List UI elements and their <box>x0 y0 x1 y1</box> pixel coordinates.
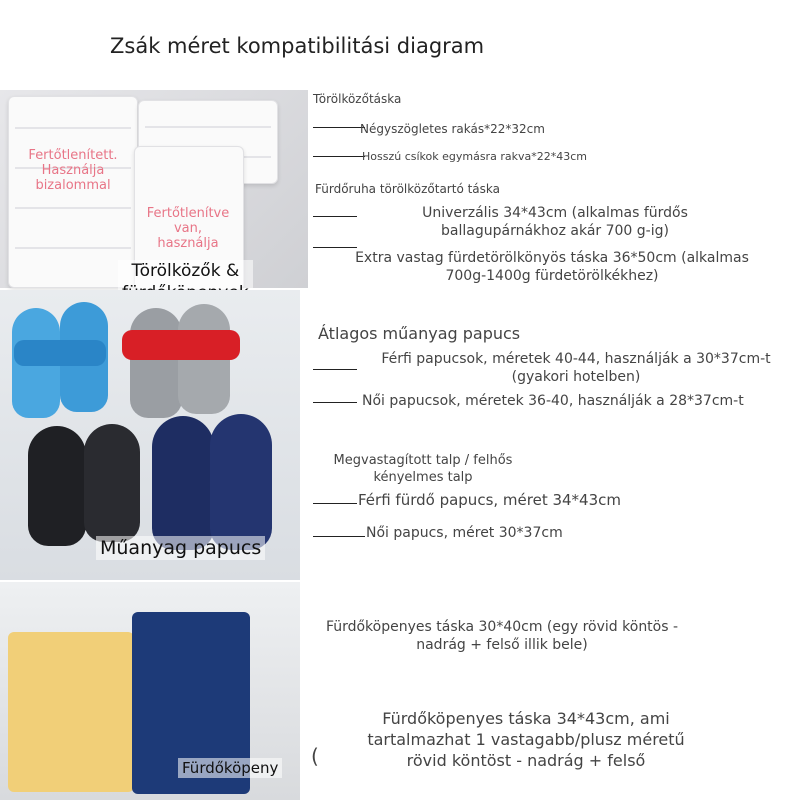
plastic-slippers-item-2: Női papucsok, méretek 36-40, használják a 28*37cm-t <box>362 393 744 409</box>
blue-slipper-strap <box>14 340 106 366</box>
towel-bag-item-1: Négyszögletes rakás*22*32cm <box>360 122 545 136</box>
robe-bag-item-1: Fürdőköpenyes táska 30*40cm (egy rövid köntös - nadrág + felső illik bele) <box>325 619 679 653</box>
towels-caption: Törölközők & <box>118 260 253 304</box>
navy-slipper-left <box>152 416 214 550</box>
plastic-slippers-heading: Átlagos műanyag papucs <box>318 324 521 343</box>
black-slipper-left <box>28 426 86 546</box>
black-slipper-right <box>84 424 140 542</box>
red-label-band <box>122 330 240 360</box>
bath-towel-bag-heading: Fürdőruha törölközőtartó táska <box>315 182 500 196</box>
disinfected-label-right: Fertőtlenítve van, használja <box>146 206 230 251</box>
robe-bag-item-2: Fürdőköpenyes táska 34*43cm, ami tartalmazhat 1 vastagabb/plusz méretű rövid köntöst - nadrág + felső <box>367 709 685 770</box>
pointer-line <box>313 503 357 504</box>
page-title: Zsák méret kompatibilitási diagram <box>110 34 485 58</box>
plastic-slippers-item-1: Férfi papucsok, méretek 40-44, használják a 30*37cm-t (gyakori hotelben) <box>381 351 771 385</box>
towel-bag-item-2: Hosszú csíkok egymásra rakva*22*43cm <box>362 150 587 163</box>
pointer-line <box>313 156 365 157</box>
grey-slipper-left <box>130 308 182 418</box>
yellow-robe <box>8 632 134 792</box>
thick-slippers-heading: Megvastagított talp / felhős kényelmes talp <box>333 453 513 485</box>
bath-towel-bag-item-2: Extra vastag fürdetörölkönyös táska 36*50cm (alkalmas 700g-1400g fürdetörölkékhez) <box>355 250 749 284</box>
towels-photo <box>0 90 308 288</box>
pointer-line <box>313 247 357 248</box>
pointer-line <box>313 402 357 403</box>
bath-towel-bag-item-1: Univerzális 34*43cm (alkalmas fürdős ballagupárnákhoz akár 700 g-ig) <box>422 205 688 239</box>
pointer-line <box>313 216 357 217</box>
slippers-photo <box>0 290 300 580</box>
robe-caption: Fürdőköpeny <box>178 758 282 778</box>
disinfected-label-left: Fertőtlenített. Használja bizalommal <box>28 148 118 193</box>
pointer-line <box>313 369 357 370</box>
bracket-mark: ( <box>311 744 319 768</box>
slippers-caption: Műanyag papucs <box>96 536 265 560</box>
towel-bag-heading: Törölközőtáska <box>313 92 402 106</box>
thick-slippers-item-2: Női papucs, méret 30*37cm <box>366 525 563 541</box>
thick-slippers-item-1: Férfi fürdő papucs, méret 34*43cm <box>358 491 622 509</box>
pointer-line <box>313 127 365 128</box>
navy-slipper-right <box>210 414 272 550</box>
robe-photo <box>0 582 300 800</box>
pointer-line <box>313 536 365 537</box>
